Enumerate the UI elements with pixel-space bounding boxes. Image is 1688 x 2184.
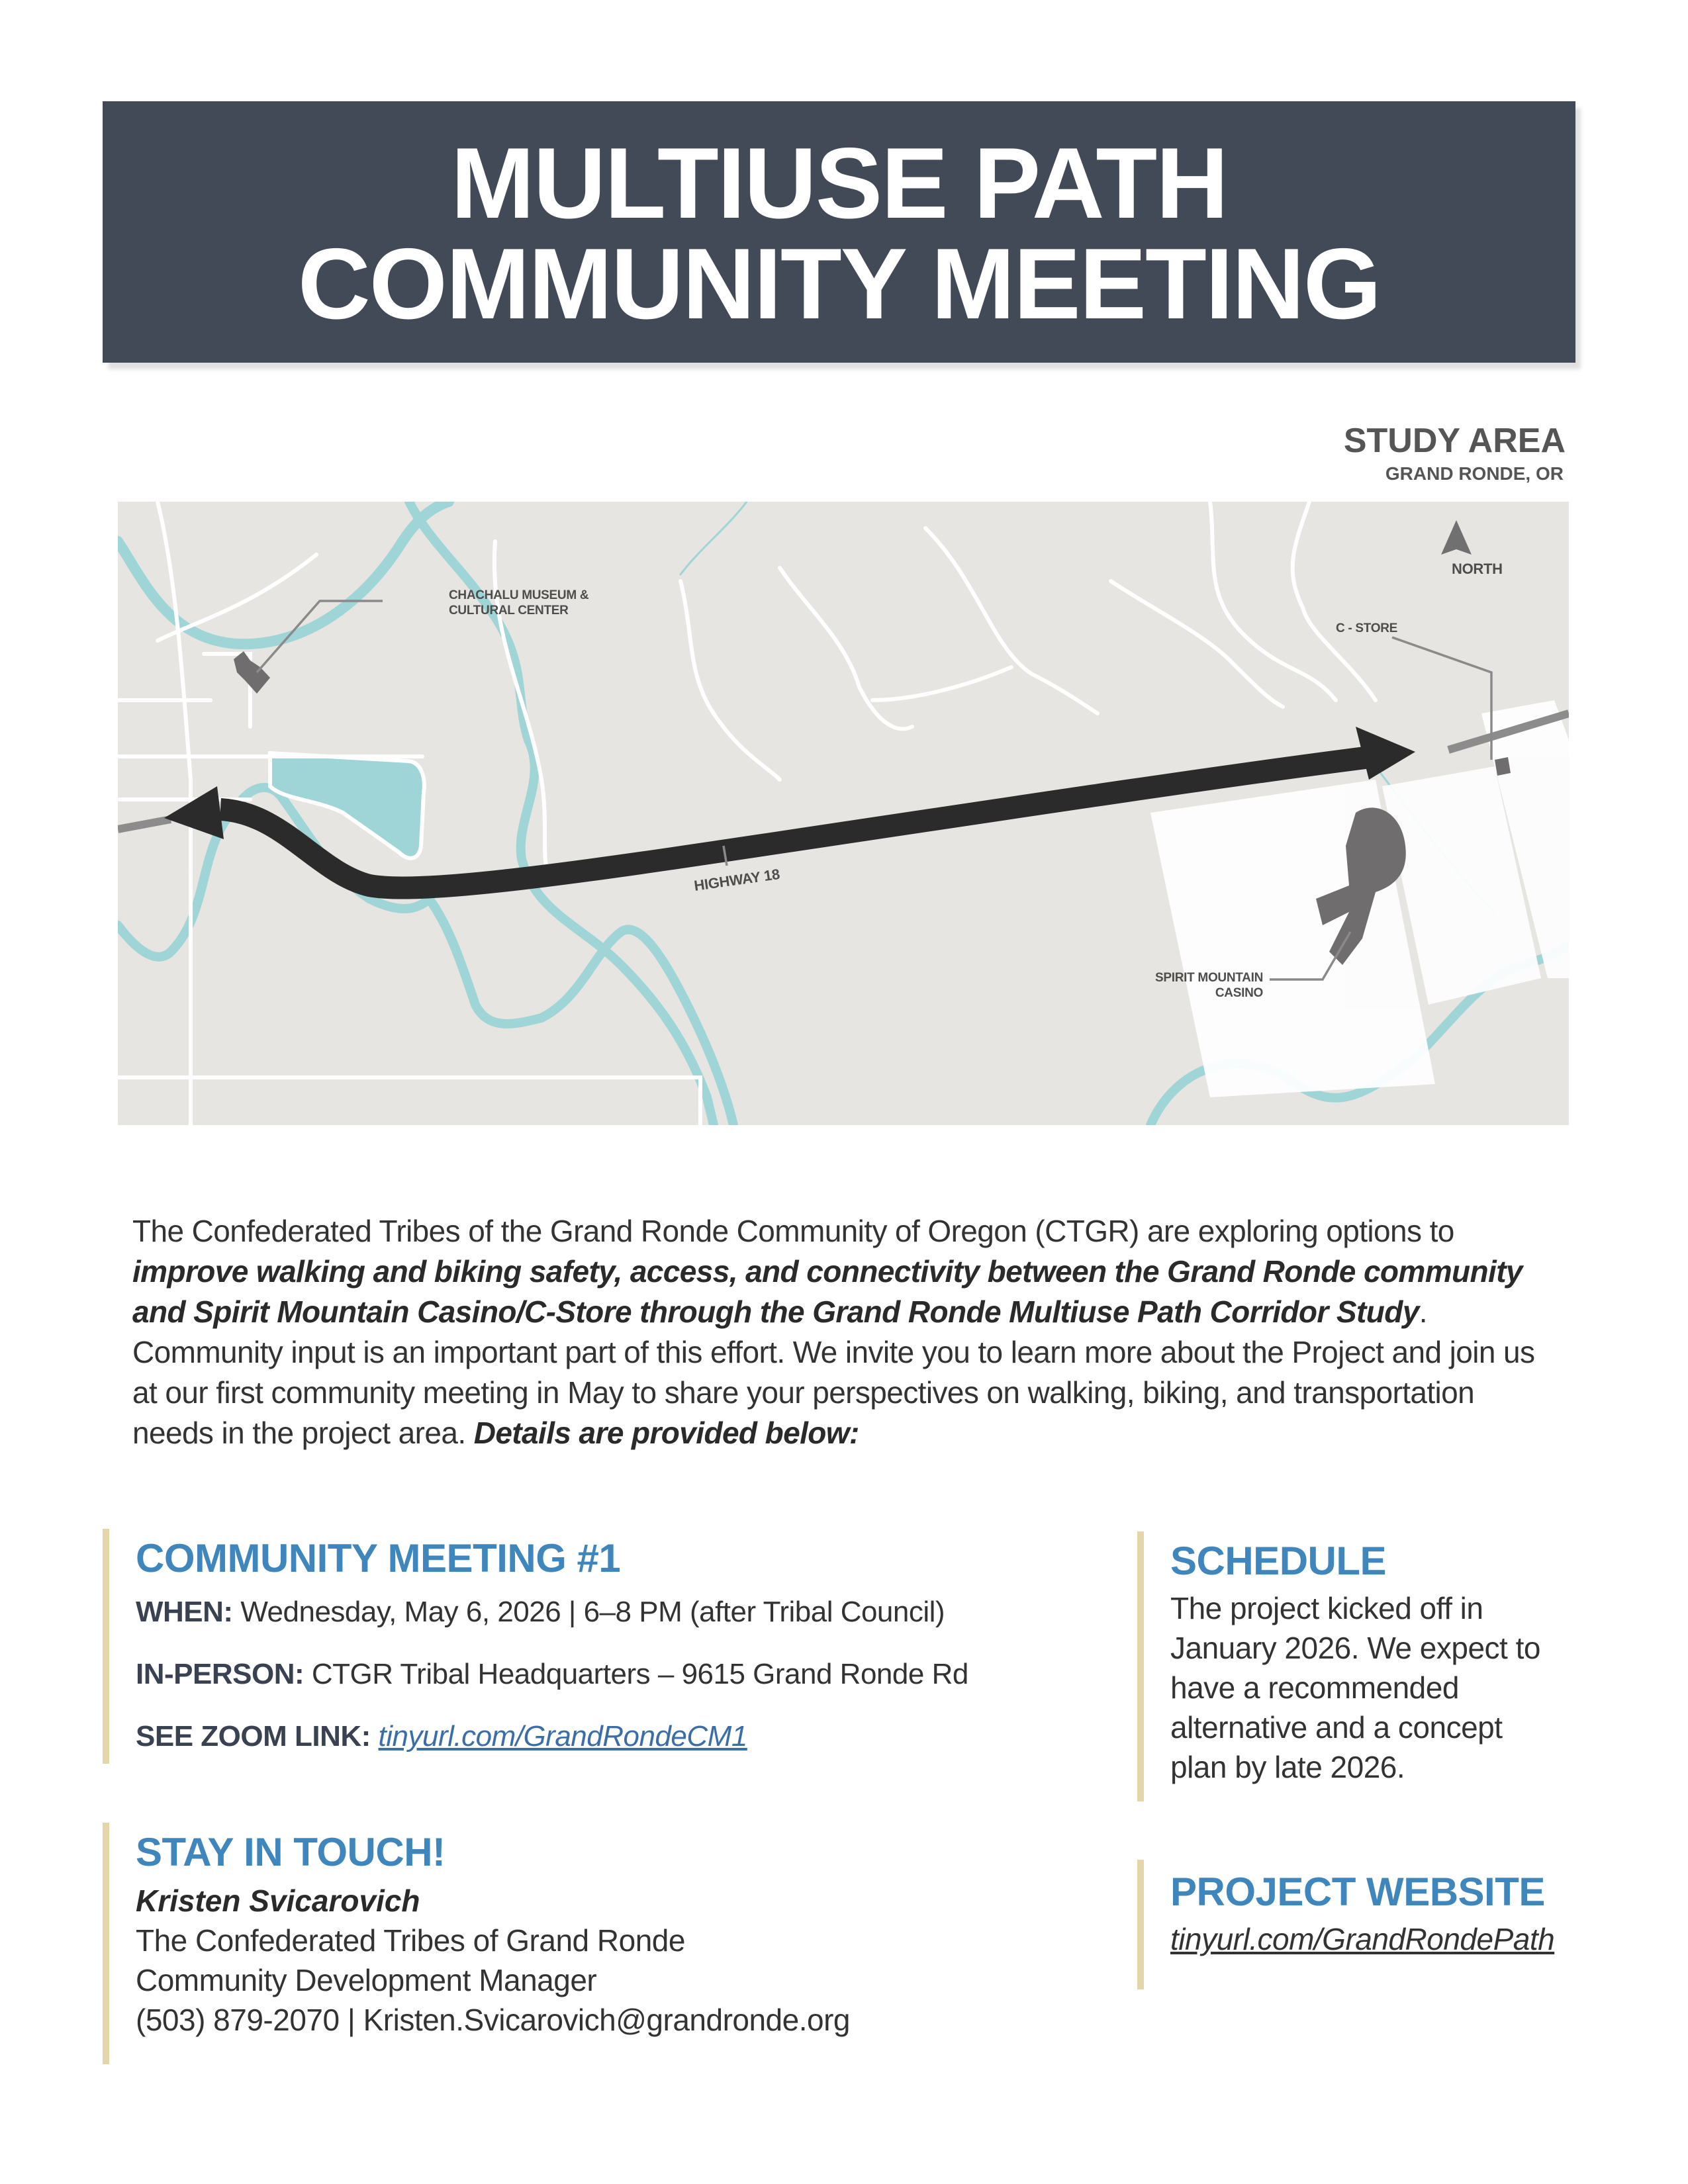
contact-role: Community Development Manager bbox=[136, 1963, 597, 1997]
website-heading: PROJECT WEBSITE bbox=[1170, 1870, 1545, 1914]
meeting-when bbox=[136, 1594, 1129, 1631]
north-label: NORTH bbox=[1452, 561, 1503, 577]
casino-label-line-2: CASINO bbox=[1215, 986, 1263, 1000]
contact-heading: STAY IN TOUCH! bbox=[136, 1830, 445, 1874]
river-north bbox=[118, 502, 449, 644]
when-value: Wednesday, May 6, 2026 | 6–8 PM (after Tribal Council) bbox=[232, 1596, 945, 1628]
map-graphic bbox=[118, 502, 1569, 1125]
contact-org: The Confederated Tribes of Grand Ronde bbox=[136, 1923, 685, 1958]
contact-separator: | bbox=[339, 2003, 363, 2037]
intro-text-1: The Confederated Tribes of the Grand Ronde Community of Oregon (CTGR) are exploring options to bbox=[132, 1214, 1454, 1248]
contact-details bbox=[136, 2000, 1096, 2040]
website-link[interactable]: tinyurl.com/GrandRondePath bbox=[1170, 1922, 1555, 1956]
intro-emphasis-1: improve walking and biking safety, access, and connectivity between the Grand Ronde community and Spirit Mountain Casino/C-Store through the Grand Ronde Multiuse Path Corridor Study bbox=[132, 1254, 1523, 1329]
meeting-in-person bbox=[136, 1656, 1129, 1693]
page-title bbox=[103, 127, 1575, 340]
website-card bbox=[1137, 1860, 1601, 1989]
contact-phone[interactable]: (503) 879-2070 bbox=[136, 2003, 340, 2037]
title-line-1: MULTIUSE PATH bbox=[450, 127, 1227, 240]
study-area-map bbox=[118, 502, 1569, 1125]
casino-label-line-1: SPIRIT MOUNTAIN bbox=[1155, 971, 1263, 985]
west-arrowhead bbox=[164, 786, 224, 839]
contact-card bbox=[103, 1823, 1096, 2064]
east-arrowhead bbox=[1356, 727, 1415, 780]
title-line-2: COMMUNITY MEETING bbox=[297, 228, 1381, 340]
museum-label-line-2: CULTURAL CENTER bbox=[449, 604, 569, 617]
river-west bbox=[118, 788, 733, 1125]
meeting-zoom bbox=[136, 1718, 1129, 1755]
meeting-heading: COMMUNITY MEETING #1 bbox=[136, 1536, 621, 1580]
highway-label: HIGHWAY 18 bbox=[692, 866, 781, 894]
museum-label-line-1: CHACHALU MUSEUM & bbox=[449, 588, 589, 602]
north-arrow-icon bbox=[1441, 520, 1472, 555]
intro-text-2: . Community input is an important part of this effort. We invite you to learn more about the Project and join us at our first community meeting in May to share your perspectives on walking, biking, and transportation needs in the project area. bbox=[132, 1295, 1535, 1450]
study-area-subtitle: GRAND RONDE, OR bbox=[1385, 463, 1564, 484]
cstore-label: C - STORE bbox=[1336, 621, 1398, 635]
in-person-label: IN-PERSON: bbox=[136, 1658, 305, 1690]
title-banner bbox=[103, 101, 1575, 363]
zoom-link[interactable]: tinyurl.com/GrandRondeCM1 bbox=[378, 1720, 747, 1752]
intro-paragraph bbox=[132, 1211, 1556, 1453]
in-person-value: CTGR Tribal Headquarters – 9615 Grand Ronde Rd bbox=[304, 1658, 968, 1690]
meeting-card bbox=[103, 1529, 1129, 1764]
intro-emphasis-2: Details are provided below: bbox=[473, 1416, 859, 1450]
schedule-card bbox=[1137, 1531, 1568, 1801]
museum-label bbox=[449, 588, 588, 618]
schedule-heading: SCHEDULE bbox=[1170, 1539, 1387, 1583]
casino-label bbox=[1131, 970, 1263, 1001]
cstore-building bbox=[1495, 757, 1511, 776]
study-area-title: STUDY AREA bbox=[1343, 422, 1566, 460]
contact-email[interactable]: Kristen.Svicarovich@grandronde.org bbox=[363, 2003, 850, 2037]
stream bbox=[680, 502, 747, 574]
zoom-label: SEE ZOOM LINK: bbox=[136, 1720, 371, 1752]
schedule-text: The project kicked off in January 2026. We expect to have a recommended alternative and a concept plan by late 2026. bbox=[1170, 1591, 1540, 1784]
contact-name: Kristen Svicarovich bbox=[136, 1884, 420, 1918]
when-label: WHEN: bbox=[136, 1596, 233, 1628]
